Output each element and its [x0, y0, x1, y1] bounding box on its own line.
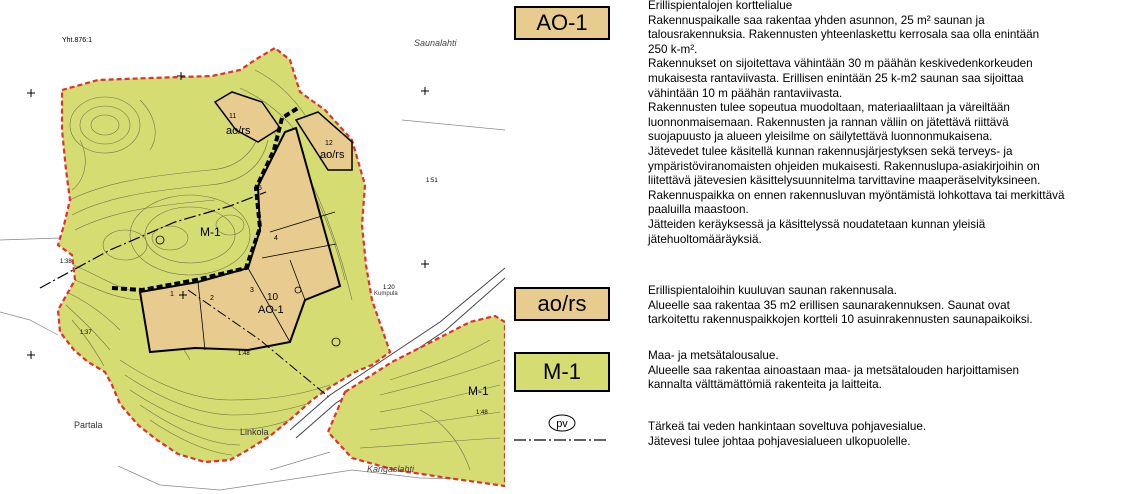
legend-line: Alueelle saa rakentaa ainoastaan maa- ja metsätalouden harjoittamisen: [648, 363, 1019, 377]
scale-label-2: 1:20: [383, 285, 395, 291]
legend-text-m1: [648, 349, 1118, 393]
sheet-ref: Yht.876:1: [62, 37, 92, 44]
legend-label-ao-rs: ao/rs: [514, 287, 610, 321]
pv-legend-symbol: [510, 412, 610, 450]
legend-line: kannalta välttämättömiä rakenteita ja laitteita.: [648, 378, 882, 392]
legend-line: jätehuoltomääräyksiä.: [648, 232, 762, 246]
legend-line: Erillispientaloihin kuuluvan saunan rakennusala.: [648, 284, 897, 297]
zone-ao-rs-1: ao/rs: [226, 125, 251, 137]
legend-line: liitettävä jätevesien käsittelysuunnitelma tarvittavine maaperäselvityksineen.: [648, 174, 1041, 188]
legend-line: Maa- ja metsätalousalue.: [648, 349, 779, 362]
place-linkola: Linkola: [240, 427, 269, 437]
place-kumpula: Kumpula: [374, 291, 398, 297]
legend-line: luonnonmaisemaan. Rakennusten ja rannan väliin on jätettävä riittävä: [648, 115, 1009, 129]
legend-line: Rakennuspaikalle saa rakentaa yhden asunnon, 25 m² saunan ja: [648, 13, 985, 27]
place-partala: Partala: [74, 420, 103, 430]
place-saunalahti: Saunalahti: [414, 38, 457, 48]
zone-ao1: AO-1: [258, 304, 284, 316]
legend-text-ao1: [648, 0, 1118, 247]
legend-line: Rakennusten tulee sopeutua muodoltaan, materiaaliltaan ja väreiltään: [648, 101, 1010, 115]
legend-text-pv: [648, 420, 1118, 449]
plot-number-5: 5: [258, 185, 262, 192]
legend-text-ao-rs: [648, 284, 1118, 328]
legend-line: paaluilla maastoon.: [648, 203, 749, 217]
pv-code: pv: [556, 418, 568, 430]
legend-line: ympäristöviranomaisten ohjeiden mukaisesti. Rakennuslupa-asiakirjoihin on: [648, 159, 1040, 173]
legend-line: Alueelle saa rakentaa 35 m2 erillisen saunarakennuksen. Saunat ovat: [648, 298, 1010, 312]
scale-label-3: 1:48: [238, 351, 250, 357]
zoning-map: [0, 0, 505, 494]
legend-line: 250 k-m².: [648, 42, 698, 56]
plot-number-3: 3: [250, 287, 254, 294]
legend-line: Jätevesi tulee johtaa pohjavesialueen ulkopuolelle.: [648, 434, 911, 448]
plot-number-1: 1: [170, 291, 174, 298]
zone-block-number: 10: [267, 292, 279, 303]
legend-line: Rakennukset on sijoitettava vähintään 30 m päähän keskivedenkorkeuden: [648, 57, 1033, 71]
legend-line: mukaisesta rantaviivasta. Erillisen enintään 25 k-m2 saunan saa sijoittaa: [648, 71, 1024, 85]
legend-label-ao1: AO-1: [514, 6, 610, 40]
legend-line: suojapuusto ja alueen yleisilme on säilytettävä luonnonmukaisena.: [648, 130, 993, 144]
scale-label-4: 1:48: [476, 410, 488, 416]
plot-number-4: 4: [274, 235, 278, 242]
legend-line: Tärkeä tai veden hankintaan soveltuva pohjavesialue.: [648, 420, 927, 433]
plot-number-11: 11: [229, 113, 237, 120]
plot-number-2: 2: [210, 295, 214, 302]
legend-line: talousrakennuksia. Rakennusten yhteenlaskettu kerrosala saa olla enintään: [648, 28, 1040, 42]
plot-number-12: 12: [325, 140, 333, 147]
scale-label-1: 1:51: [426, 178, 438, 184]
legend-line: Erillispientalojen korttelialue: [648, 0, 793, 12]
zone-ao-rs-2: ao/rs: [320, 149, 345, 161]
legend-line: tarkoitettu rakennuspaikkojen kortteli 10 asuinrakennusten saunapaikoiksi.: [648, 313, 1033, 327]
legend-label-m1: M-1: [514, 352, 610, 392]
place-kangaslahti: Kangaslahti: [367, 464, 415, 474]
scale-label-6: 1:38: [60, 259, 72, 265]
zone-m1-main: M-1: [200, 225, 221, 239]
legend-line: vähintään 10 m päähän rantaviivasta.: [648, 86, 843, 100]
legend-line: Jätteiden keräyksessä ja käsittelyssä noudatetaan kunnan yleisiä: [648, 217, 986, 231]
scale-label-5: 1:37: [80, 330, 92, 336]
zone-m1-east: M-1: [468, 384, 489, 398]
legend-line: Rakennuspaikka on ennen rakennusluvan myöntämistä lohkottava tai merkittävä: [648, 188, 1065, 202]
legend-line: Jätevedet tulee käsitellä kunnan rakennusjärjestyksen sekä terveys- ja: [648, 144, 1013, 158]
